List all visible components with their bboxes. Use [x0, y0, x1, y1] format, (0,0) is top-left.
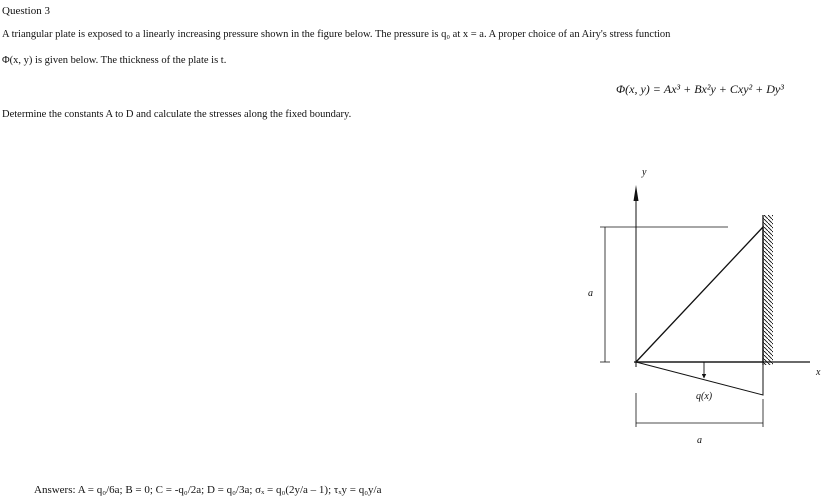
airy-stress-function-equation: Φ(x, y) = Ax³ + Bx²y + Cxy² + Dy³ [616, 82, 784, 96]
x-axis-label: x [816, 367, 821, 378]
y-axis-label: y [642, 167, 647, 178]
fixed-support-hatching [763, 215, 773, 365]
triangular-plate-figure [580, 155, 827, 460]
problem-statement-line-2: Φ(x, y) is given below. The thickness of the plate is t. [2, 55, 227, 66]
task-statement: Determine the constants A to D and calculate the stresses along the fixed boundary. [2, 109, 352, 120]
question-title: Question 3 [2, 5, 50, 17]
load-label: q(x) [696, 391, 713, 402]
triangular-plate [636, 227, 763, 362]
problem-statement-line-1: A triangular plate is exposed to a linearly increasing pressure shown in the figure below. The pressure is q₀ at x = a. A proper choice of an Airy's stress function [2, 29, 671, 40]
y-axis-arrowhead [634, 185, 639, 201]
answers-line: Answers: A = q₀/6a; B = 0; C = -q₀/2a; D = q₀/3a; σₓ = q₀(2y/a – 1); τₓy = q₀y/a [34, 484, 382, 496]
height-dim-label: a [588, 288, 593, 299]
width-dim-label: a [697, 435, 702, 446]
